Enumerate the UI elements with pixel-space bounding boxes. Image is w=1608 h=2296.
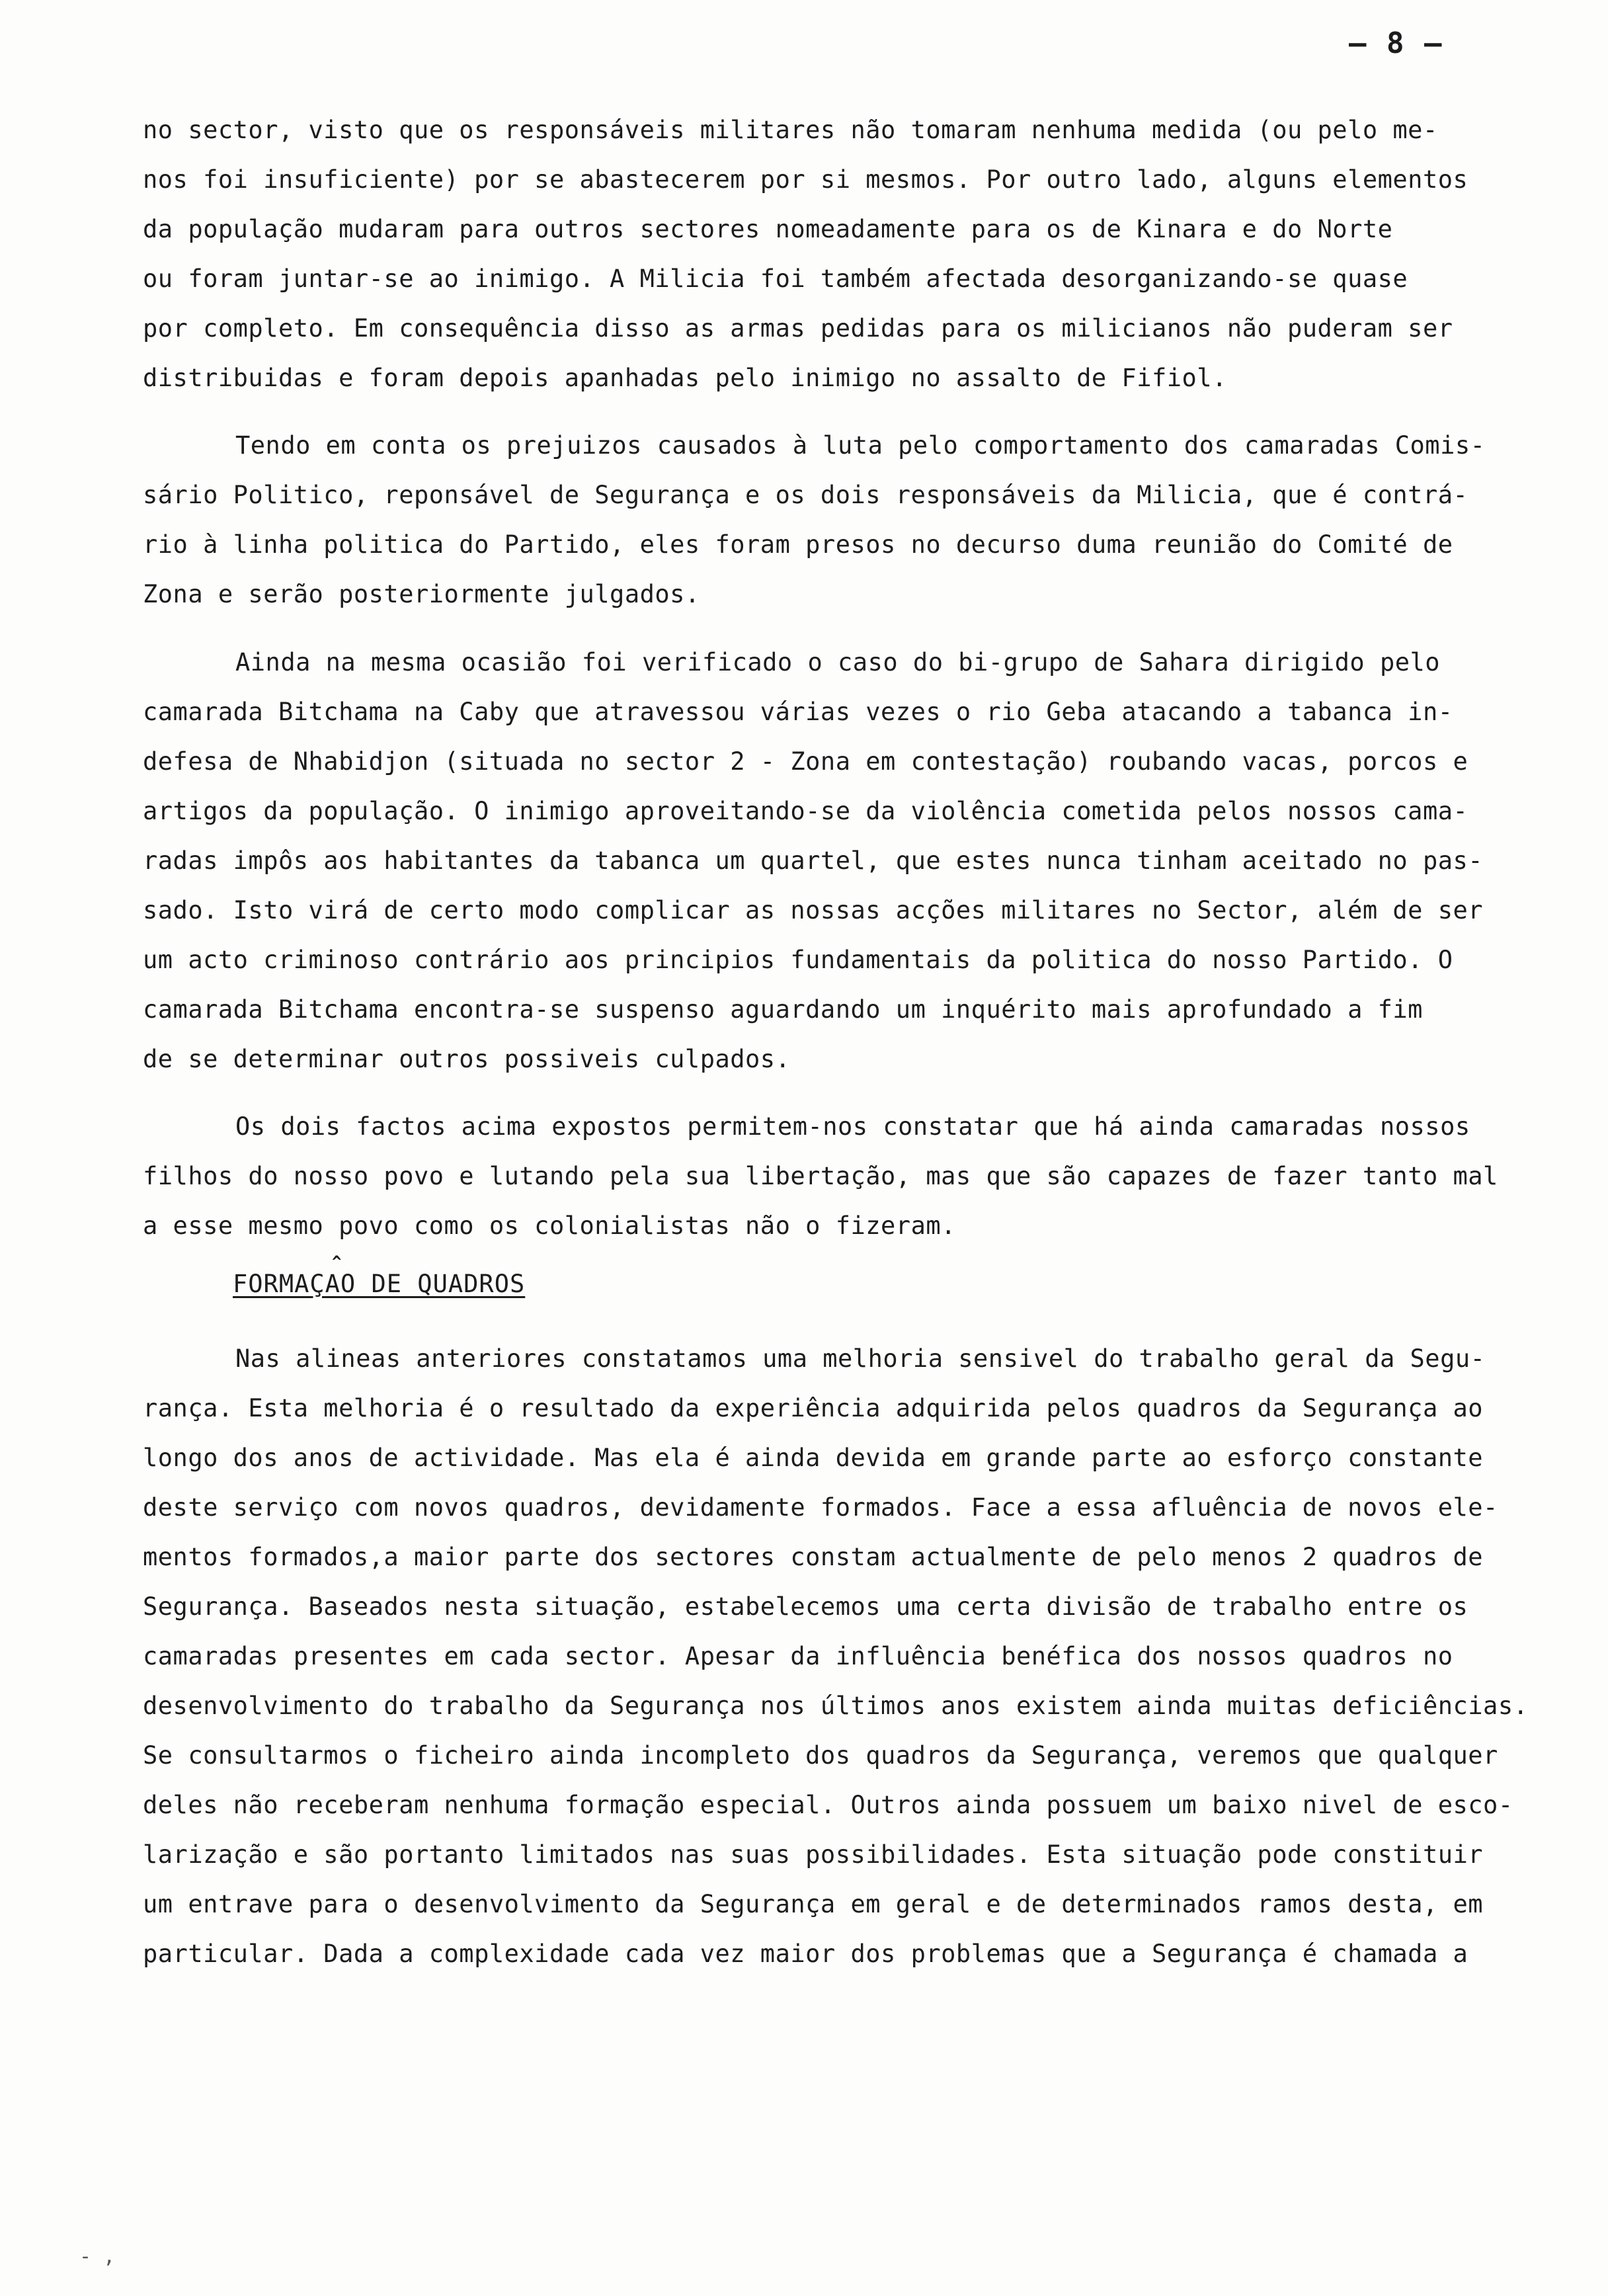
margin-mark: - , — [79, 2245, 116, 2268]
text-line: distribuidas e foram depois apanhadas pelo inimigo no assalto de Fifiol. — [143, 364, 1227, 392]
text-line: sário Politico, reponsável de Segurança e os dois responsáveis da Milicia, que é contrá- — [143, 481, 1468, 509]
text-line: deles não receberam nenhuma formação especial. Outros ainda possuem um baixo nivel de esco- — [143, 1791, 1513, 1819]
text-line: da população mudaram para outros sectores nomeadamente para os de Kinara e do Norte — [143, 215, 1393, 243]
text-line: rança. Esta melhoria é o resultado da experiência adquirida pelos quadros da Segurança ao — [143, 1394, 1484, 1422]
text-line: defesa de Nhabidjon (situada no sector 2 - Zona em contestação) roubando vacas, porcos e — [143, 747, 1468, 776]
text-line: Nas alineas anteriores constatamos uma melhoria sensivel do trabalho geral da Segu- — [235, 1344, 1486, 1373]
text-line: camaradas presentes em cada sector. Apesar da influência benéfica dos nossos quadros no — [143, 1642, 1453, 1670]
text-line: Os dois factos acima expostos permitem-nos constatar que há ainda camaradas nossos — [235, 1112, 1470, 1141]
text-line: ou foram juntar-se ao inimigo. A Milicia foi também afectada desorganizando-se quase — [143, 265, 1408, 293]
text-line: camarada Bitchama na Caby que atravessou várias vezes o rio Geba atacando a tabanca in- — [143, 698, 1453, 726]
text-line: por completo. Em consequência disso as armas pedidas para os milicianos não puderam ser — [143, 314, 1453, 343]
text-line: a esse mesmo povo como os colonialistas não o fizeram. — [143, 1211, 956, 1240]
text-line: Se consultarmos o ficheiro ainda incompleto dos quadros da Segurança, veremos que qualquer — [143, 1741, 1498, 1770]
text-line: radas impôs aos habitantes da tabanca um quartel, que estes nunca tinham aceitado no pas- — [143, 846, 1484, 875]
text-line: longo dos anos de actividade. Mas ela é ainda devida em grande parte ao esforço constante — [143, 1444, 1484, 1472]
text-line: sado. Isto virá de certo modo complicar as nossas acções militares no Sector, além de ser — [143, 896, 1484, 924]
text-line: filhos do nosso povo e lutando pela sua libertação, mas que são capazes de fazer tanto mal — [143, 1162, 1498, 1190]
text-line: Zona e serão posteriormente julgados. — [143, 580, 700, 608]
text-line: Segurança. Baseados nesta situação, estabelecemos uma certa divisão de trabalho entre os — [143, 1592, 1468, 1621]
page-number: – 8 – — [1349, 26, 1443, 60]
text-line: nos foi insuficiente) por se abastecerem por si mesmos. Por outro lado, alguns elementos — [143, 165, 1468, 194]
text-line: deste serviço com novos quadros, devidamente formados. Face a essa afluência de novos ele- — [143, 1493, 1498, 1522]
heading-accent-mark: ^ — [332, 1252, 342, 1271]
text-line: um acto criminoso contrário aos principios fundamentais da politica do nosso Partido. O — [143, 946, 1453, 974]
text-line: camarada Bitchama encontra-se suspenso aguardando um inquérito mais aprofundado a fim — [143, 995, 1423, 1024]
text-line: de se determinar outros possiveis culpados. — [143, 1045, 791, 1073]
text-line: desenvolvimento do trabalho da Segurança nos últimos anos existem ainda muitas deficiências. — [143, 1692, 1529, 1720]
text-line: um entrave para o desenvolvimento da Segurança em geral e de determinados ramos desta, em — [143, 1890, 1484, 1918]
section-heading: FORMAÇAO DE QUADROS — [233, 1270, 526, 1298]
text-line: no sector, visto que os responsáveis militares não tomaram nenhuma medida (ou pelo me- — [143, 116, 1438, 144]
text-line: mentos formados,a maior parte dos sectores constam actualmente de pelo menos 2 quadros de — [143, 1543, 1484, 1571]
text-line: larização e são portanto limitados nas suas possibilidades. Esta situação pode constituir — [143, 1840, 1484, 1869]
text-line: Ainda na mesma ocasião foi verificado o caso do bi-grupo de Sahara dirigido pelo — [235, 648, 1441, 676]
text-line: Tendo em conta os prejuizos causados à luta pelo comportamento dos camaradas Comis- — [235, 431, 1486, 460]
text-line: particular. Dada a complexidade cada vez maior dos problemas que a Segurança é chamada a — [143, 1940, 1468, 1968]
text-line: rio à linha politica do Partido, eles foram presos no decurso duma reunião do Comité de — [143, 530, 1453, 559]
text-line: artigos da população. O inimigo aproveitando-se da violência cometida pelos nossos cama- — [143, 797, 1468, 825]
